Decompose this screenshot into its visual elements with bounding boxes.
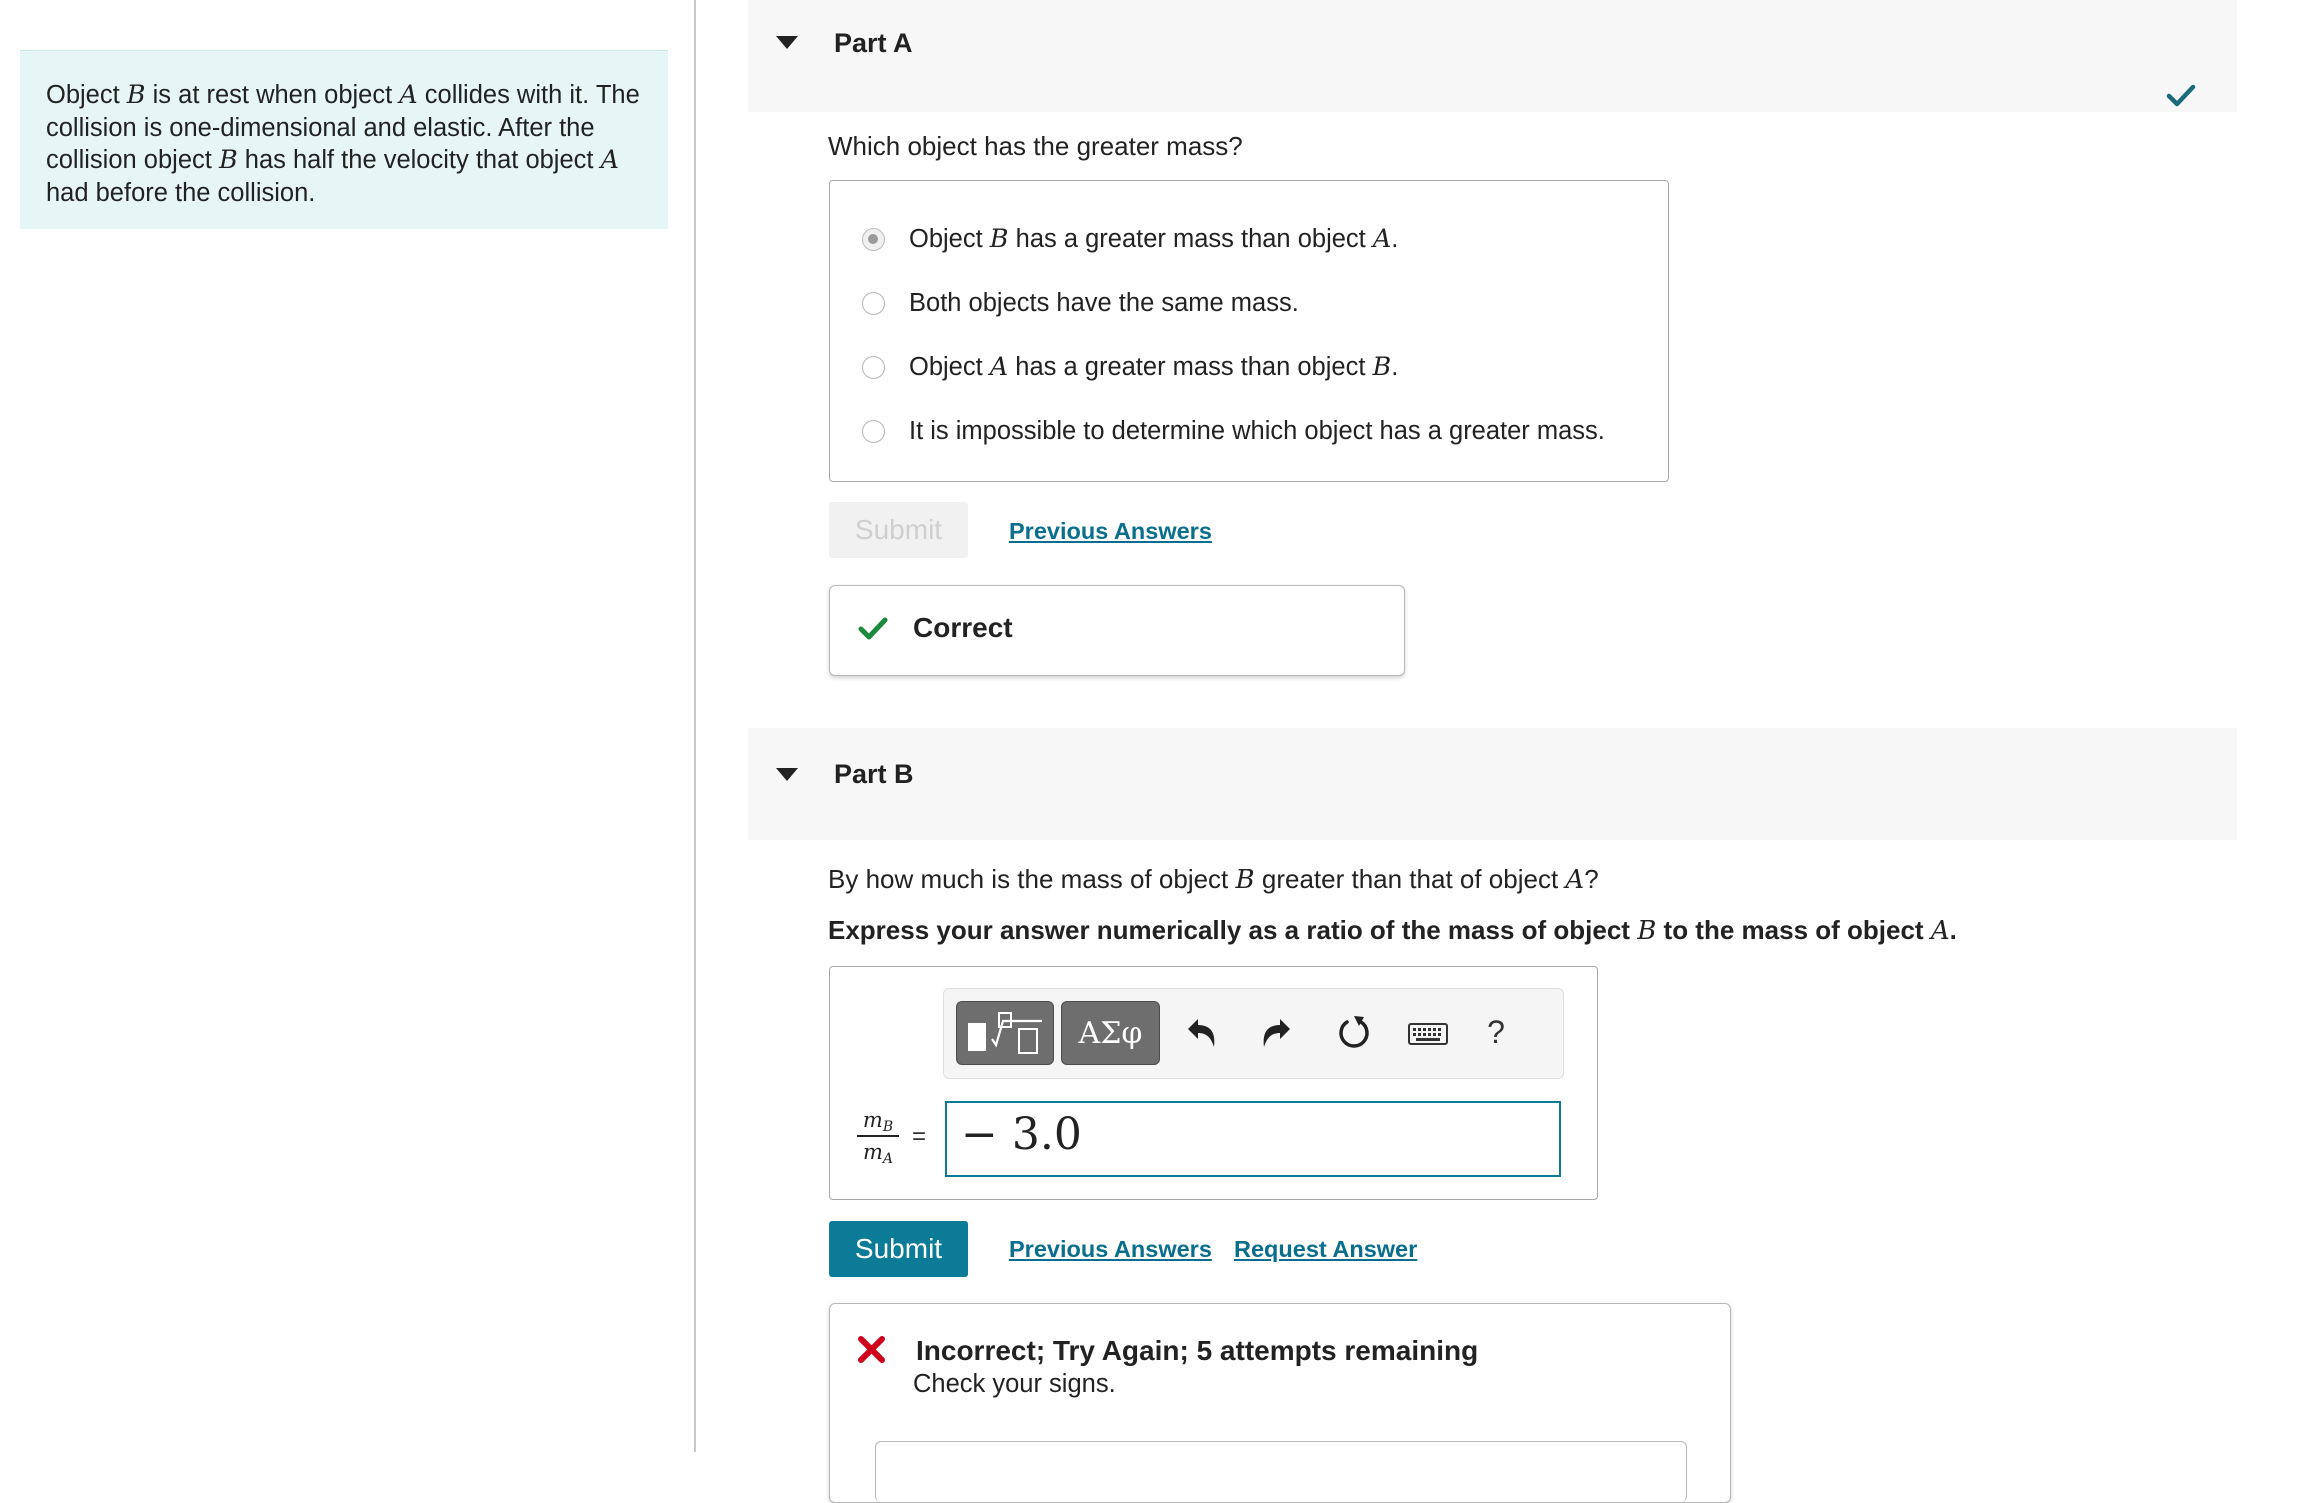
templates-icon (962, 1007, 1048, 1059)
problem-text: collides with it. The collision is one-dimensional and elastic. After the collision object (46, 81, 640, 174)
fraction-bar (857, 1135, 899, 1137)
collapse-caret-icon[interactable] (776, 36, 798, 49)
problem-text: Object (46, 81, 120, 109)
problem-statement (20, 50, 668, 229)
feedback-inner-panel (875, 1441, 1687, 1502)
choice-label: Object A has a greater mass than object B. (909, 352, 1399, 382)
choice-option-1[interactable] (862, 219, 1398, 259)
reset-button[interactable] (1334, 1013, 1374, 1053)
radio-selected[interactable] (862, 228, 885, 251)
part-a-title: Part A (834, 28, 913, 58)
answer-entry-box (829, 966, 1598, 1200)
help-button[interactable]: ? (1487, 1013, 1505, 1050)
undo-button[interactable] (1184, 1015, 1220, 1051)
choice-option-2[interactable] (862, 283, 1299, 323)
correct-check-icon (858, 616, 888, 642)
redo-button[interactable] (1258, 1015, 1294, 1051)
part-b-instruction: Express your answer numerically as a ratio of the mass of object B to the mass of object A. (828, 915, 1957, 946)
equals-sign: = (912, 1123, 927, 1150)
keyboard-button[interactable] (1406, 1017, 1450, 1049)
correct-feedback (829, 585, 1405, 676)
math-toolbar (943, 988, 1564, 1079)
part-a-question: Which object has the greater mass? (828, 131, 1243, 161)
incorrect-feedback (829, 1303, 1731, 1503)
choice-label: Object B has a greater mass than object A. (909, 224, 1399, 254)
problem-text: is at rest when object (152, 81, 393, 109)
part-a-header[interactable] (748, 0, 2237, 112)
part-a-submit-button[interactable]: Submit (829, 502, 968, 558)
radio-button[interactable] (862, 420, 885, 443)
answer-input[interactable]: − 3.0 (945, 1101, 1561, 1177)
problem-text: has half the velocity that object (244, 146, 594, 174)
ratio-denominator: $m_A$ (862, 1139, 894, 1167)
part-b-header[interactable] (748, 728, 2237, 840)
radio-button[interactable] (862, 356, 885, 379)
choices-group (829, 180, 1669, 482)
choice-label: Both objects have the same mass. (909, 288, 1299, 317)
ratio-label (857, 1107, 899, 1165)
correct-label: Correct (913, 612, 1013, 643)
symbols-button[interactable]: ΑΣφ (1061, 1001, 1160, 1065)
panel-divider (694, 0, 696, 1452)
problem-var: B (126, 80, 146, 110)
incorrect-hint: Check your signs. (913, 1370, 1116, 1398)
part-a-previous-answers-link[interactable]: Previous Answers (1009, 518, 1212, 544)
radio-button[interactable] (862, 292, 885, 315)
part-b-submit-button[interactable]: Submit (829, 1221, 968, 1277)
problem-var: B (218, 145, 238, 175)
ratio-numerator: $m_B$ (862, 1108, 894, 1135)
keyboard-icon (1406, 1017, 1450, 1049)
part-complete-check-icon (2166, 84, 2196, 108)
problem-var: A (399, 80, 418, 110)
collapse-caret-icon[interactable] (776, 768, 798, 781)
choice-option-3[interactable] (862, 347, 1398, 387)
incorrect-title: Incorrect; Try Again; 5 attempts remaining (916, 1335, 1479, 1366)
choice-label: It is impossible to determine which object has a greater mass. (909, 416, 1605, 445)
undo-icon (1184, 1015, 1220, 1051)
reset-icon (1334, 1013, 1374, 1053)
incorrect-x-icon (857, 1335, 886, 1364)
problem-panel (0, 0, 694, 1452)
request-answer-link[interactable]: Request Answer (1234, 1236, 1418, 1262)
redo-icon (1258, 1015, 1294, 1051)
choice-option-4[interactable] (862, 411, 1605, 451)
part-b-title: Part B (834, 759, 914, 789)
problem-var: A (600, 145, 620, 175)
templates-button[interactable] (956, 1001, 1054, 1065)
part-b-previous-answers-link[interactable]: Previous Answers (1009, 1236, 1212, 1262)
problem-text: had before the collision. (46, 178, 316, 207)
part-b-question: By how much is the mass of object B greater than that of object A? (828, 864, 1599, 895)
